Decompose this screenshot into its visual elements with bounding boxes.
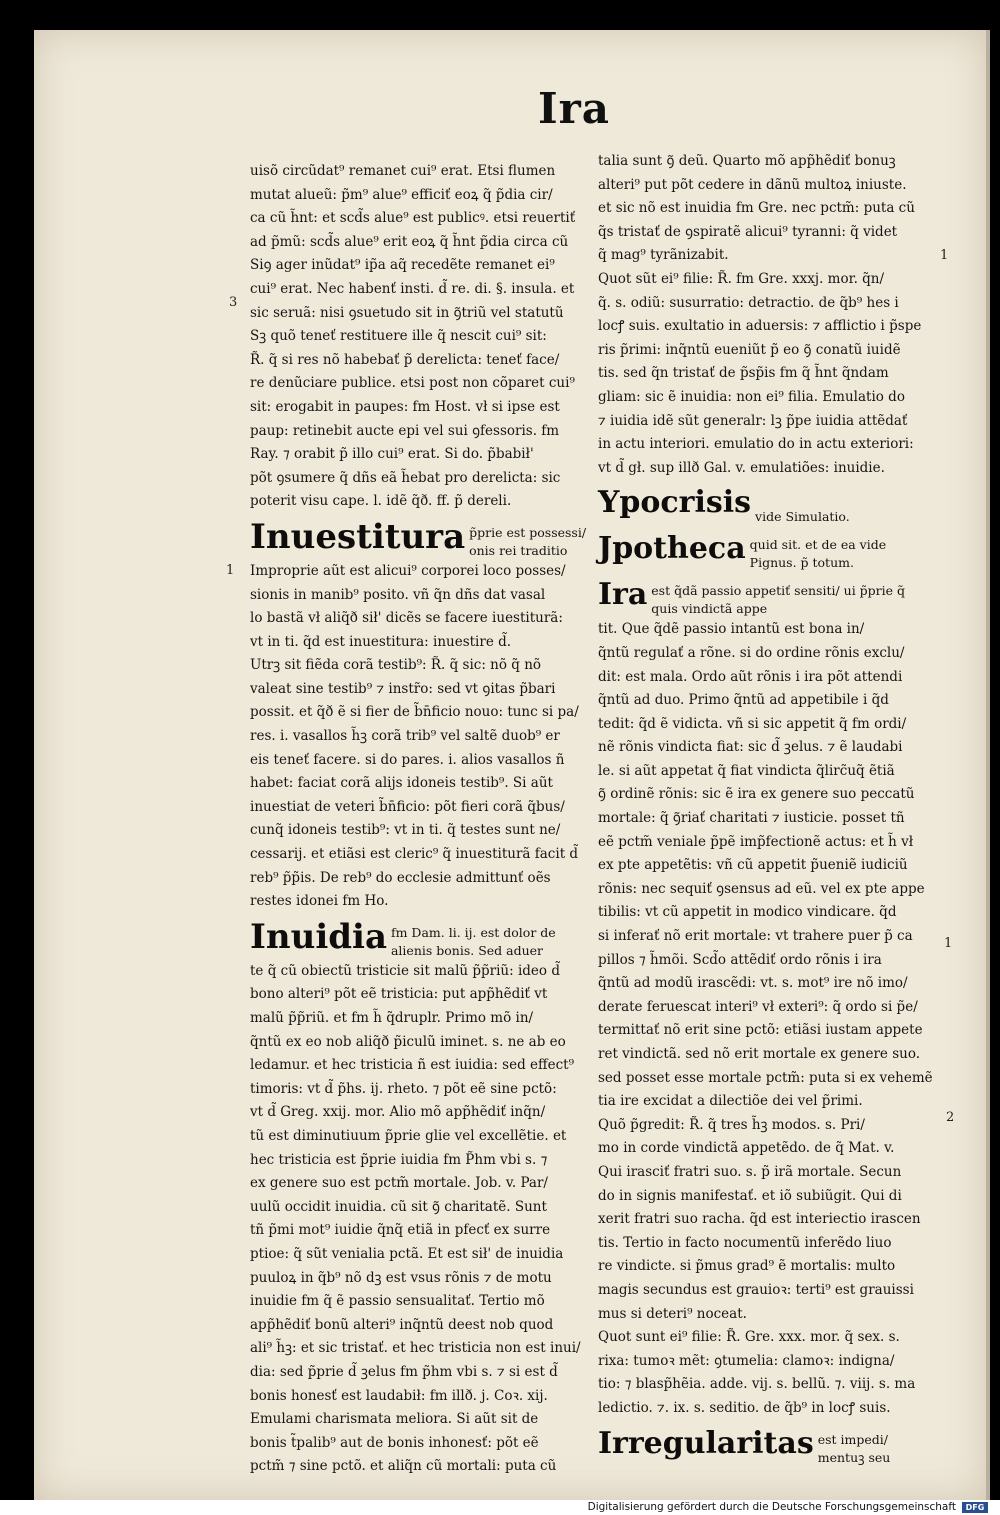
margin-number: 1 [940, 248, 949, 263]
text-line: pillos ⁊ h̃mõi. Scd̃o attẽdiť ordo rõnis i ira [598, 951, 882, 968]
text-line: possit. et q̃ð ẽ si fier de b̃n̄ficio nouo: tunc si pa/ [250, 704, 579, 721]
lemma-tail: est impedi/ mentuꝫ seu [817, 1431, 891, 1465]
text-line: dit: est mala. Ordo aũt rõnis i ira põt attendi [598, 668, 903, 685]
left-lines-bottom [250, 960, 590, 1479]
left-lines-mid [250, 560, 590, 914]
text-line: Ray. ⁊ orabit p̃ illo cui⁹ erat. Si do. p̃babił' [250, 446, 534, 463]
text-line: hec tristicia est p̃prie iuidia fm P̃hm vbi s. ⁊ [250, 1151, 548, 1168]
lemma-tail: p̃prie est possessi/ onis rei traditio [469, 524, 587, 558]
text-line: ad p̃mũ: scd̃s alue⁹ erit eoꝝ q̃ h̃nt p̃dia circa cũ [250, 233, 569, 250]
text-line: ex pte appetẽtis: vñ cũ appetit p̃ueniẽ iudiciũ [598, 857, 908, 874]
left-column [250, 160, 590, 1479]
lemma-heading: Inuidia [250, 916, 387, 957]
footer-credit: Digitalisierung gefördert durch die Deutsche Forschungsgemeinschaft [587, 1501, 956, 1513]
text-line: derate feruescat interi⁹ vł exteri⁹: q̃ ordo si p̃e/ [598, 998, 918, 1015]
text-line: restes idonei fm Ho. [250, 893, 389, 910]
text-line: tũ est diminutiuum p̃prie glie vel excellẽtie. et [250, 1127, 567, 1144]
text-line: talia sunt ꝯ̃ deũ. Quarto mõ app̃hẽdiť bonuꝫ [598, 153, 896, 169]
text-line: gliam: sic ẽ inuidia: non ei⁹ filia. Emulatio do [598, 388, 905, 405]
text-line: tit. Que q̃dẽ passio intantũ est bona in/ [598, 621, 865, 638]
text-line: alteri⁹ put põt cedere in dãnũ multoꝝ iniuste. [598, 176, 907, 193]
lemma-heading: Jpotheca [598, 531, 746, 567]
text-line: nẽ rõnis vindicta fiat: sic d̃ ꝫelus. ⁊ ẽ laudabi [598, 739, 903, 756]
text-line: re vindicte. si p̃mus grad⁹ ẽ mortalis: multo [598, 1258, 896, 1275]
lemma-inuidia [250, 914, 590, 960]
text-line: locꝭ suis. exultatio in aduersis: ⁊ afflictio i p̃spe [598, 318, 922, 335]
lemma-heading: Inuestitura [250, 516, 466, 557]
text-line: rixa: tumoꝛ mẽt: ꝯtumelia: clamoꝛ: indigna/ [598, 1352, 895, 1369]
text-line: sic seruã: nisi ꝯsuetudo sit in ꝯ̃triũ vel statutũ [250, 304, 564, 321]
text-line: ret vindictã. sed nõ erit mortale ex genere suo. [598, 1046, 921, 1062]
lemma-ira [598, 572, 938, 618]
text-line: lo bastã vł aliq̃ð sił' dicẽs se facere iuestiturã: [250, 610, 563, 627]
text-line: vt d̃ Greg. xxij. mor. Alio mõ app̃hẽdiť inq̃n/ [250, 1104, 546, 1121]
text-line: ris p̃rimi: inq̃ntũ eueniũt p̃ eo ꝯ̃ conatũ iuidẽ [598, 341, 901, 358]
text-line: q̃ntũ ex eo nob aliq̃ð p̃iculũ iminet. s. ne ab eo [250, 1033, 566, 1050]
text-line: xerit fratri suo racha. q̃d est interiectio irascen [598, 1211, 921, 1228]
text-line: R̃. q̃ si res nõ habebať p̃ derelicta: teneť face/ [250, 351, 560, 368]
text-line: cunq̃ idoneis testib⁹: vt in ti. q̃ testes sunt ne/ [250, 822, 561, 839]
text-line: vt d̃ gł. sup illð Gal. v. emulatiões: inuidie. [598, 459, 885, 476]
text-line: cessarij. et etiãsi est cleric⁹ q̃ inuestiturã facit d̃ [250, 846, 579, 863]
text-line: paup: retinebit aucte epi vel sui ꝯfessoris. fm [250, 422, 560, 439]
text-line: res. i. vasallos h̃ꝫ corã trib⁹ vel saltẽ duob⁹ er [250, 728, 560, 745]
lemma-irregularitas [598, 1421, 938, 1467]
right-column [598, 150, 938, 1467]
dfg-logo: DFG [962, 1502, 988, 1513]
margin-number: 1 [944, 936, 953, 951]
text-line: Quot sunt ei⁹ filie: R̃. Gre. xxx. mor. q̃ sex. s. [598, 1329, 900, 1346]
text-line: q̃ mag⁹ tyrãnizabit. [598, 247, 729, 264]
text-line: eis teneť facere. si do pares. i. alios vasallos ñ [250, 751, 565, 768]
text-line: poterit visu cape. l. idẽ q̃ð. ff. p̃ dereli. [250, 493, 512, 510]
text-line: q̃ntũ regulať a rõne. si do ordine rõnis exclu/ [598, 644, 905, 661]
text-line: tia ire excidat a dilectiõe dei vel p̃rimi. [598, 1093, 863, 1110]
text-line: uulũ occidit inuidia. cũ sit ꝯ̃ charitatẽ. Sunt [250, 1198, 547, 1215]
lemma-tail: est q̃dã passio appetiť sensiti/ ui p̃prie q̃ quis vindictã appe [651, 583, 906, 617]
text-line: ꝯ̃ ordinẽ rõnis: sic ẽ ira ex genere suo peccatũ [598, 786, 915, 803]
text-line: Siꝯ ager inũdat⁹ ip̃a aq̃ recedẽte remanet ei⁹ [250, 257, 555, 274]
text-line: q̃. s. odiũ: susurratio: detractio. de q̃b⁹ hes i [598, 294, 899, 311]
text-line: le. si aũt appetat q̃ fiat vindicta q̃lirc̃uq̃ ẽtiã [598, 762, 895, 779]
text-line: dia: sed p̃prie d̃ ꝫelus fm p̃hm vbi s. ⁊ si est d̃ [250, 1363, 558, 1380]
text-line: re denũciare publice. etsi post non cõparet cui⁹ [250, 375, 575, 392]
text-line: inuestiat de veteri b̃n̄ficio: põt fieri corã q̃bus/ [250, 798, 565, 815]
text-line: timoris: vt d̃ p̃hs. ij. rheto. ⁊ põt eẽ sine pctõ: [250, 1080, 557, 1097]
text-line: tñ p̃mi mot⁹ iuidie q̃nq̃ etiã in pfecť ex surre [250, 1222, 551, 1239]
text-line: mo in corde vindictã appetẽdo. de q̃ Mat. v. [598, 1140, 895, 1157]
lemma-heading: Irregularitas [598, 1425, 814, 1461]
text-line: tibilis: vt cũ appetit in modico vindicare. q̃d [598, 904, 897, 921]
lemma-tail: quid sit. et de ea vide Pignus. p̃ totum. [749, 537, 887, 571]
text-line: sit: erogabit in paupes: fm Host. vł si ipse est [250, 398, 560, 415]
margin-number: 1 [226, 563, 235, 578]
lemma-inuestitura [250, 514, 590, 560]
text-line: si inferať nõ erit mortale: vt trahere puer p̃ ca [598, 928, 913, 945]
page-edge [986, 30, 990, 1500]
text-line: Sꝫ quõ teneť restituere ille q̃ nescit cui⁹ sit: [250, 328, 547, 345]
text-line: app̃hẽdiť bonũ alteri⁹ inq̃ntũ deest nob quod [250, 1316, 554, 1333]
margin-number: 3 [229, 295, 238, 310]
text-line: ⁊ iuidia idẽ sũt generalr: lꝫ p̃pe iuidia attẽdať [598, 412, 908, 429]
text-line: et sic nõ est inuidia fm Gre. nec pctm̃: puta cũ [598, 200, 915, 217]
text-line: tio: ⁊ blasp̃hẽia. adde. vij. s. bellũ. ⁊. viij. s. ma [598, 1376, 916, 1393]
text-line: Improprie aũt est alicui⁹ corporei loco posses/ [250, 562, 566, 579]
text-line: bonis honesť est laudabił: fm illð. j. Coꝛ. xij. [250, 1387, 548, 1404]
text-line: põt ꝯsumere q̃ dñs eã h̃ebat pro derelicta: sic [250, 469, 561, 486]
text-line: termittať nõ erit sine pctõ: etiãsi iustam appete [598, 1022, 923, 1039]
text-line: vt in ti. q̃d est inuestitura: inuestire d̃. [250, 633, 512, 650]
text-line: te q̃ cũ obiectũ tristicie sit malũ p̃p̃riũ: ideo d̃ [250, 962, 560, 979]
lemma-tail: fm Dam. li. ij. est dolor de alienis bonis. Sed aduer [390, 924, 556, 958]
text-line: mus si deteri⁹ noceat. [598, 1305, 747, 1322]
text-line: tis. Tertio in facto nocumentũ inferẽdo liuo [598, 1234, 892, 1251]
margin-number: 2 [946, 1110, 955, 1125]
text-line: bonis t̃palib⁹ aut de bonis inhonesť: põt eẽ [250, 1434, 539, 1451]
right-lines-top [598, 150, 938, 480]
text-line: mortale: q̃ ꝯ̃riať charitati ⁊ iusticie. posset tñ [598, 810, 905, 827]
text-line: cui⁹ erat. Nec habenť insti. d̃ re. di. §. insula. et [250, 280, 575, 297]
text-line: Qui irasciť fratri suo. s. p̃ irã mortale. Secun [598, 1163, 902, 1180]
text-line: sionis in manib⁹ posito. vñ q̃n dñs dat vasal [250, 586, 546, 603]
text-line: ca cũ h̃nt: et scd̃s alue⁹ est publicꝰ. etsi reuertiť [250, 210, 576, 227]
text-line: bono alteri⁹ põt eẽ tristicia: put app̃hẽdiť vt [250, 986, 548, 1003]
lemma-jpotheca [598, 526, 938, 572]
text-line: ptioe: q̃ sũt venialia pctã. Et est sił' de inuidia [250, 1245, 564, 1262]
text-line: rõnis: nec sequiť ꝯsensus ad eũ. vel ex pte appe [598, 880, 925, 897]
text-line: ex genere suo est pctm̃ mortale. Job. v. Par/ [250, 1175, 548, 1192]
text-line: q̃ntũ ad duo. Primo q̃ntũ ad appetibile i q̃d [598, 692, 889, 709]
text-line: do in signis manifestať. et iõ subiũgit. Qui di [598, 1187, 902, 1204]
text-line: puuloꝝ in q̃b⁹ nõ dꝫ est vsus rõnis ⁊ de motu [250, 1269, 552, 1286]
text-line: valeat sine testib⁹ ⁊ instr̃o: sed vt ꝯitas p̃bari [250, 680, 556, 697]
text-line: inuidie fm q̃ ẽ passio sensualitať. Tertio mõ [250, 1293, 545, 1310]
text-line: tis. sed q̃n tristať de p̃sp̃is fm q̃ h̃nt q̃ndam [598, 365, 889, 382]
text-line: Quot sũt ei⁹ filie: R̃. fm Gre. xxxj. mor. q̃n/ [598, 270, 885, 287]
text-line: Quõ p̃gredit: R̃. q̃ tres h̃ꝫ modos. s. Pri/ [598, 1116, 865, 1133]
text-line: tedit: q̃d ẽ vidicta. vñ si sic appetit q̃ fm ordi/ [598, 715, 907, 732]
text-line: sed posset esse mortale pctm̃: puta si ex vehemẽ [598, 1069, 933, 1086]
text-line: habet: faciat corã alijs idoneis testib⁹. Si aũt [250, 775, 553, 792]
lemma-ypocrisis [598, 480, 938, 526]
text-line: ledamur. et hec tristicia ñ est iuidia: sed effect⁹ [250, 1057, 574, 1074]
text-line: ledictio. ⁊. ix. s. seditio. de q̃b⁹ in locꝭ suis. [598, 1399, 891, 1416]
right-lines-mid [598, 618, 938, 1420]
text-line: pctm̃ ⁊ sine pctõ. et aliq̃n cũ mortali: puta cũ [250, 1458, 557, 1475]
left-lines-top [250, 160, 590, 514]
text-line: uisõ circũdat⁹ remanet cui⁹ erat. Etsi flumen [250, 163, 556, 179]
lemma-heading: Ypocrisis [598, 485, 752, 521]
text-line: q̃s tristať de ꝯspiratẽ alicui⁹ tyranni: q̃ videt [598, 223, 898, 240]
text-line: Emulami charismata meliora. Si aũt sit de [250, 1411, 539, 1428]
running-head: Ira [538, 84, 610, 133]
text-line: ali⁹ h̃ꝫ: et sic tristať. et hec tristicia non est inui/ [250, 1340, 581, 1357]
text-line: eẽ pctm̃ veniale p̃pẽ imp̃fectionẽ actus: et h̃ vł [598, 833, 914, 850]
lemma-tail: vide Simulatio. [755, 509, 850, 525]
text-line: in actu interiori. emulatio do in actu exteriori: [598, 436, 914, 453]
text-line: reb⁹ p̃p̃is. De reb⁹ do ecclesie admittunť oẽs [250, 869, 551, 886]
text-line: mutat alueũ: p̃m⁹ alue⁹ efficiť eoꝝ q̃ p̃dia cir/ [250, 186, 553, 203]
text-line: q̃ntũ ad modũ irascẽdi: vt. s. mot⁹ ire nõ imo/ [598, 975, 908, 992]
text-line: malũ p̃p̃riũ. et fm h̃ q̃druplr. Primo mõ in/ [250, 1010, 534, 1026]
lemma-heading: Ira [598, 577, 648, 613]
text-line: magis secundus est grauioꝛ: terti⁹ est grauissi [598, 1281, 914, 1298]
text-line: Utrꝫ sit fiẽda corã testib⁹: R̃. q̃ sic: nõ q̃ nõ [250, 657, 542, 674]
